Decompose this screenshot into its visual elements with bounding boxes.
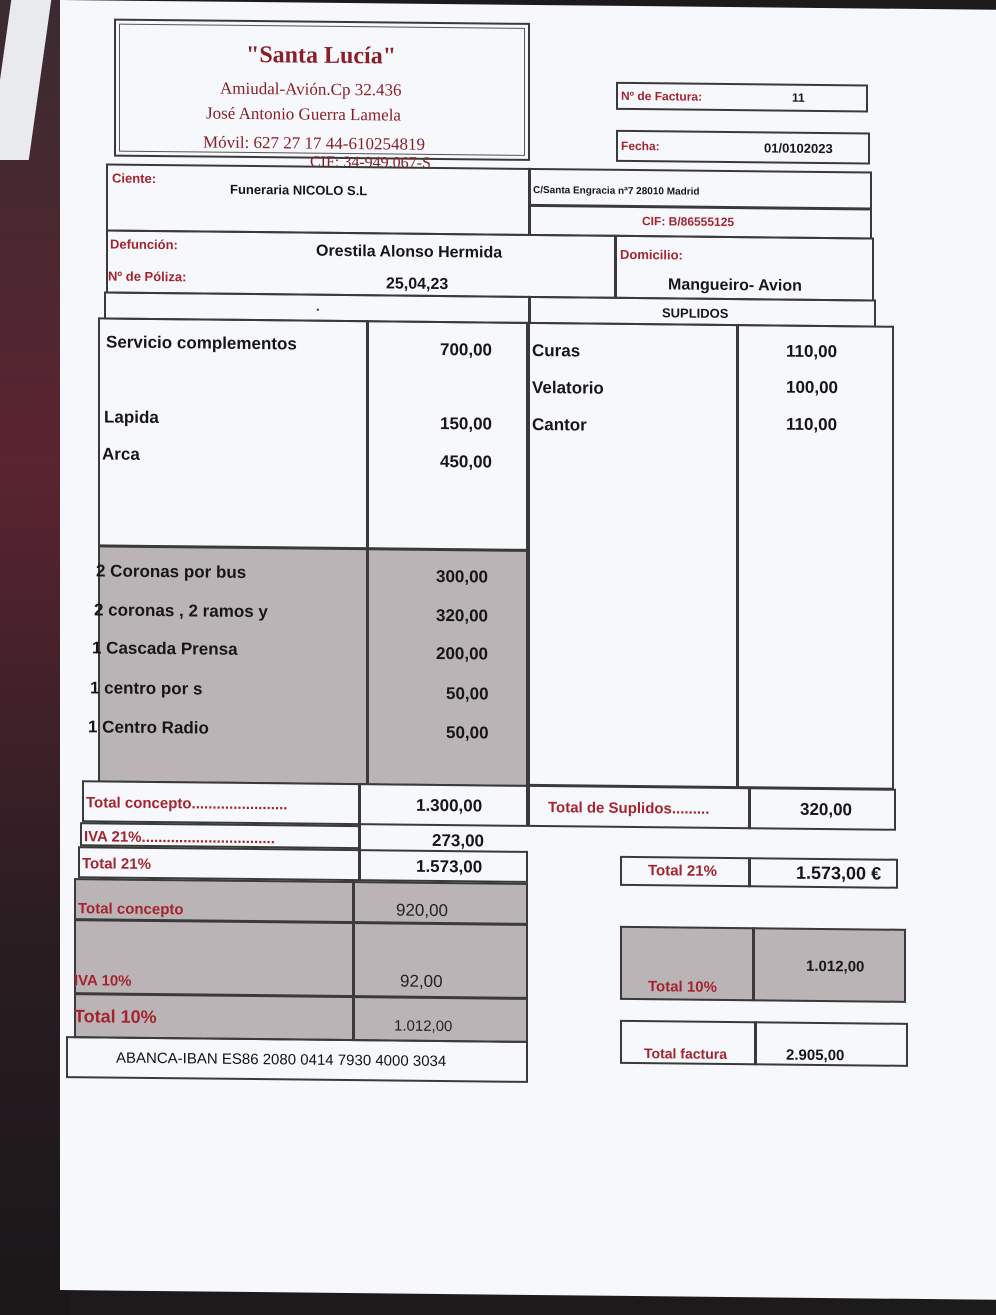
dot-mark: .: [316, 298, 320, 314]
suplido-item-value: 100,00: [786, 377, 838, 398]
total-10-value: 1.012,00: [394, 1017, 453, 1036]
invoice-date-label: Fecha:: [621, 138, 660, 154]
company-phone: Móvil: 627 27 17 44-610254819: [203, 132, 425, 154]
suplidos-header: SUPLIDOS: [662, 305, 729, 322]
invoice-date-value: 01/0102023: [764, 140, 833, 157]
company-name: "Santa Lucía": [246, 41, 397, 70]
concept10-item-label: 1 Centro Radio: [88, 717, 209, 738]
client-address: C/Santa Engracia nª7 28010 Madrid: [533, 184, 700, 198]
concept-item-value: 150,00: [440, 413, 492, 434]
total-concepto-21-label: Total concepto.......................: [86, 794, 288, 814]
invoice-number-box: [616, 82, 868, 113]
invoice-number-value: 11: [792, 90, 805, 105]
concept10-item-value: 320,00: [436, 605, 488, 626]
grand-total-label: Total factura: [644, 1045, 727, 1062]
total-10-label: Total 10%: [74, 1006, 157, 1028]
suplido-item-value: 110,00: [786, 341, 838, 362]
total-suplidos-value: 320,00: [800, 799, 852, 820]
client-name: Funeraria NICOLO S.L: [230, 181, 368, 199]
concept10-item-value: 200,00: [436, 643, 488, 664]
suplido-item-label: Curas: [532, 340, 581, 361]
total-concepto-21-value: 1.300,00: [416, 795, 483, 816]
company-address: Amiudal-Avión.Cp 32.436: [220, 78, 402, 100]
invoice-number-label: Nº de Factura:: [621, 88, 703, 104]
client-label: Ciente:: [112, 170, 157, 187]
concept10-item-value: 50,00: [446, 684, 489, 704]
concept-item-label: Servicio complementos: [106, 332, 297, 354]
right-total-21-label: Total 21%: [648, 862, 717, 880]
grand-total-value: 2.905,00: [786, 1046, 845, 1065]
iban-text: ABANCA-IBAN ES86 2080 0414 7930 4000 3034: [116, 1049, 447, 1071]
total-concepto-10-label: Total concepto: [78, 900, 184, 919]
right-total-21-value: 1.573,00 €: [796, 862, 882, 884]
concept10-item-label: 1 Cascada Prensa: [92, 638, 238, 659]
total-concepto-10-value: 920,00: [396, 900, 448, 921]
concept10-item-value: 300,00: [436, 566, 488, 587]
invoice-page: [60, 0, 996, 1300]
iva-21-label: IVA 21%................................: [84, 828, 275, 848]
concept-item-label: Lapida: [104, 407, 159, 428]
policy-value: 25,04,23: [386, 275, 449, 294]
company-owner: José Antonio Guerra Lamela: [206, 103, 401, 125]
iva-10-value: 92,00: [400, 971, 443, 992]
concept10-item-label: 1 centro por s: [90, 678, 203, 699]
concept-item-value: 450,00: [440, 451, 492, 472]
policy-label: Nº de Póliza:: [108, 268, 187, 285]
suplido-item-label: Velatorio: [532, 377, 604, 398]
concept-item-label: Arca: [102, 444, 140, 464]
iva-21-value: 273,00: [432, 830, 484, 851]
suplido-item-value: 110,00: [786, 414, 838, 435]
concept-item-value: 700,00: [440, 339, 492, 360]
domicile-label: Domicilio:: [620, 246, 683, 263]
client-cif: CIF: B/86555125: [642, 214, 735, 230]
total-suplidos-label: Total de Suplidos.........: [548, 799, 710, 818]
right-total-10-label: Total 10%: [648, 978, 717, 996]
client-box: [106, 163, 872, 239]
deceased-label: Defunción:: [110, 236, 178, 253]
iva-10-label: IVA 10%: [74, 972, 132, 990]
invoice-date-box: [616, 130, 870, 165]
suplido-item-label: Cantor: [532, 414, 587, 435]
total-21-label: Total 21%: [82, 855, 151, 873]
company-cif: CIF: 34-949.067-S: [310, 153, 431, 172]
deceased-name: Orestila Alonso Hermida: [316, 242, 503, 262]
right-total-10-value: 1.012,00: [806, 957, 865, 976]
concept10-item-value: 50,00: [446, 723, 489, 743]
concept10-item-label: 2 Coronas por bus: [96, 561, 247, 582]
concept10-item-label: 2 coronas , 2 ramos y: [94, 600, 268, 622]
domicile-value: Mangueiro- Avion: [668, 276, 802, 295]
total-21-value: 1.573,00: [416, 856, 483, 877]
